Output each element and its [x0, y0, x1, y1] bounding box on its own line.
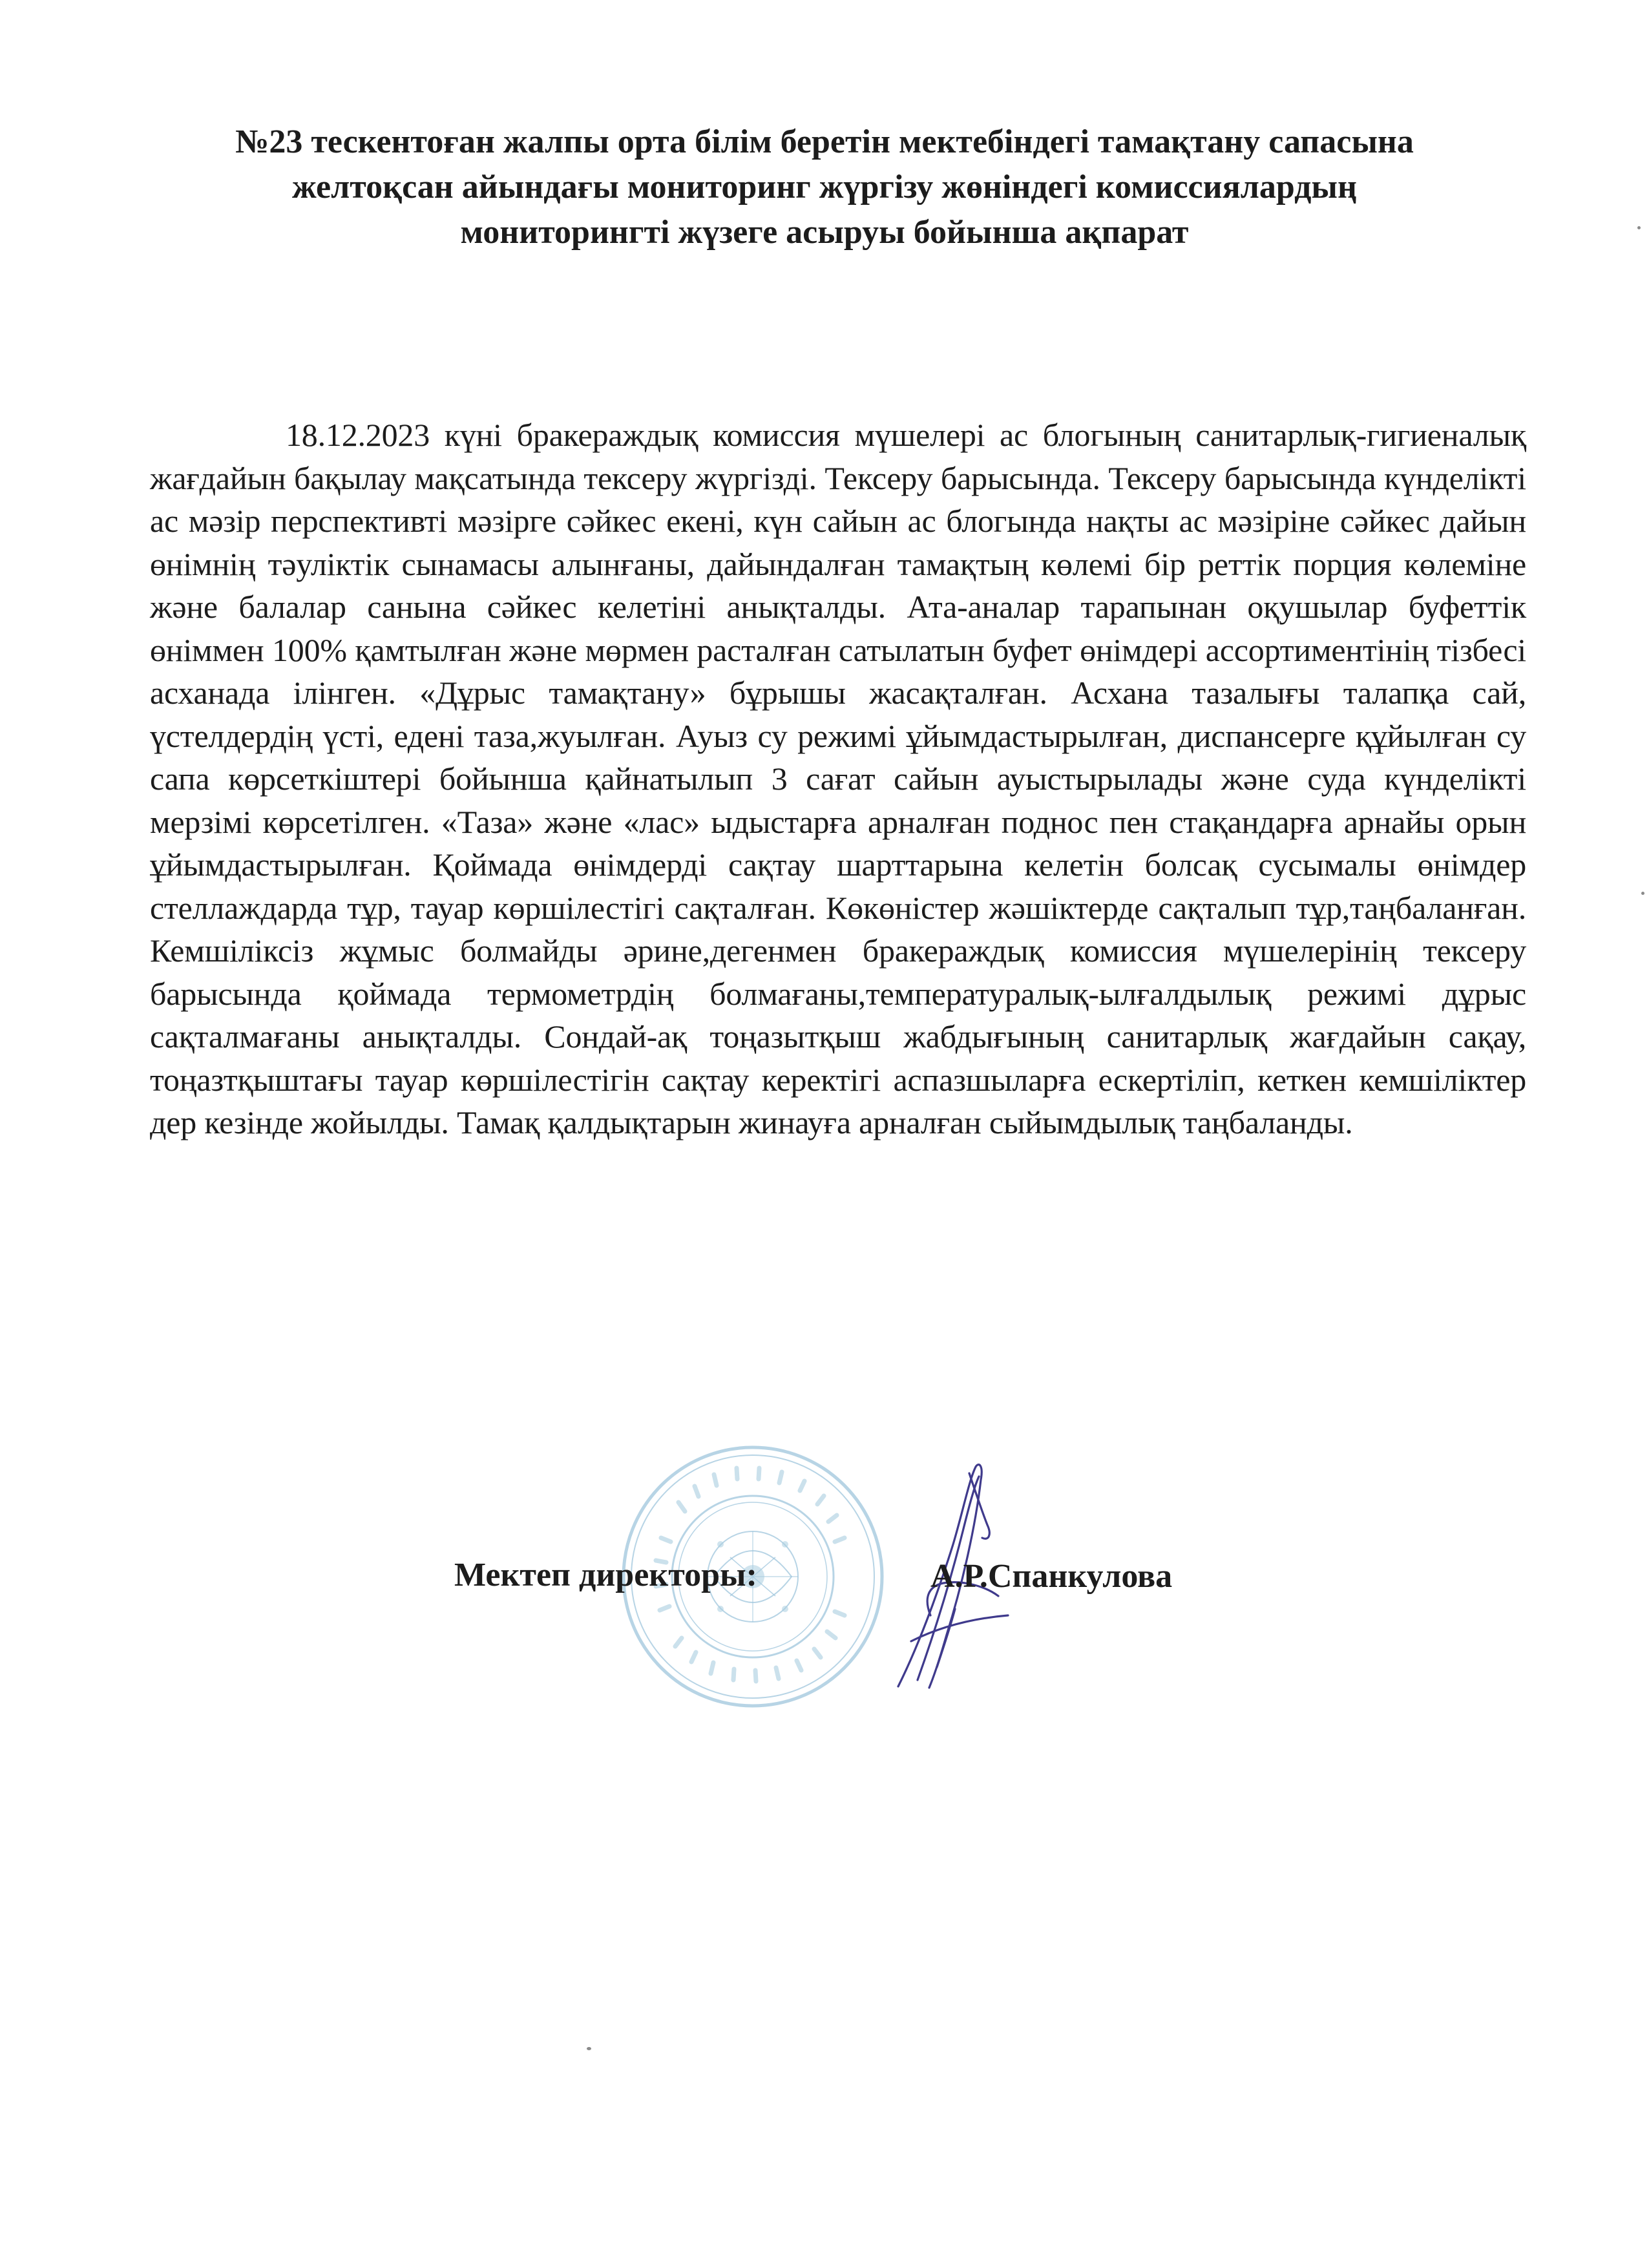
director-name: А.Р.Спанкулова — [930, 1558, 1173, 1595]
title-line-3: мониторингті жүзеге асыруы бойынша ақпарат — [460, 214, 1189, 251]
scan-speck — [587, 2047, 591, 2050]
scan-speck — [1637, 226, 1641, 229]
scan-speck — [1641, 892, 1644, 895]
body-text — [150, 414, 1526, 1144]
document-title — [149, 120, 1500, 255]
body-paragraph: 18.12.2023 күні бракераждық комиссия мүшелері ас блогының санитарлық-гигиеналық жағдайын бақылау мақсатында тексеру жүргізді. Тексеру барысында. Тексеру барысында күнделікті ас мәзір перспективті мәзірге сәйкес екені, күн сайын ас блогында нақты ас мәзіріне сәйкес дайын өнімнің тәуліктік сынамасы алынғаны, дайындалған тамақтың көлемі бір реттік порция көлеміне және балалар санына сәйкес келетіні анықталды. Ата-аналар тарапынан оқушылар буфеттік өніммен 100% қамтылған және мөрмен расталған сатылатын буфет өнімдері ассортиментінің тізбесі асханада ілінген. «Дұрыс тамақтану» бұрышы жасақталған. Асхана тазалығы талапқа сай, үстелдердің үсті, едені таза,жуылған. Ауыз су режимі ұйымдастырылған, диспансерге құйылған су сапа көрсеткіштері бойынша қайнатылып 3 сағат сайын ауыстырылады және суда күнделікті мерзімі көрсетілген. «Таза» және «лас» ыдыстарға арналған поднос пен стақандарға арнайы орын ұйымдастырылған. Қоймада өнімдерді сақтау шарттарына келетін болсақ сусымалы өнімдер стеллаждарда тұр, тауар көршілестігі сақталған. Көкөністер жәшіктерде сақталып тұр,таңбаланған. Кемшіліксіз жұмыс болмайды әрине,дегенмен бракераждық комиссия мүшелерінің тексеру барысында қоймада термометрдің болмағаны,температуралық-ылғалдылық режимі дұрыс сақталмағаны анықталды. Сондай-ақ тоңазытқыш жабдығының санитарлық жағдайын сақау, тоңазтқыштағы тауар көршілестігін сақтау керектігі аспазшыларға ескертіліп, кеткен кемшіліктер дер кезінде жойылды. Тамақ қалдықтарын жинауға арналған сыйымдылық таңбаланды. — [150, 417, 1526, 1140]
title-line-1: №23 тескентоған жалпы орта білім беретін мектебіндегі тамақтану сапасына — [235, 123, 1414, 160]
director-label: Мектеп директоры: — [454, 1557, 757, 1593]
title-line-2: желтоқсан айындағы мониторинг жүргізу жөніндегі комиссиялардың — [292, 169, 1357, 205]
